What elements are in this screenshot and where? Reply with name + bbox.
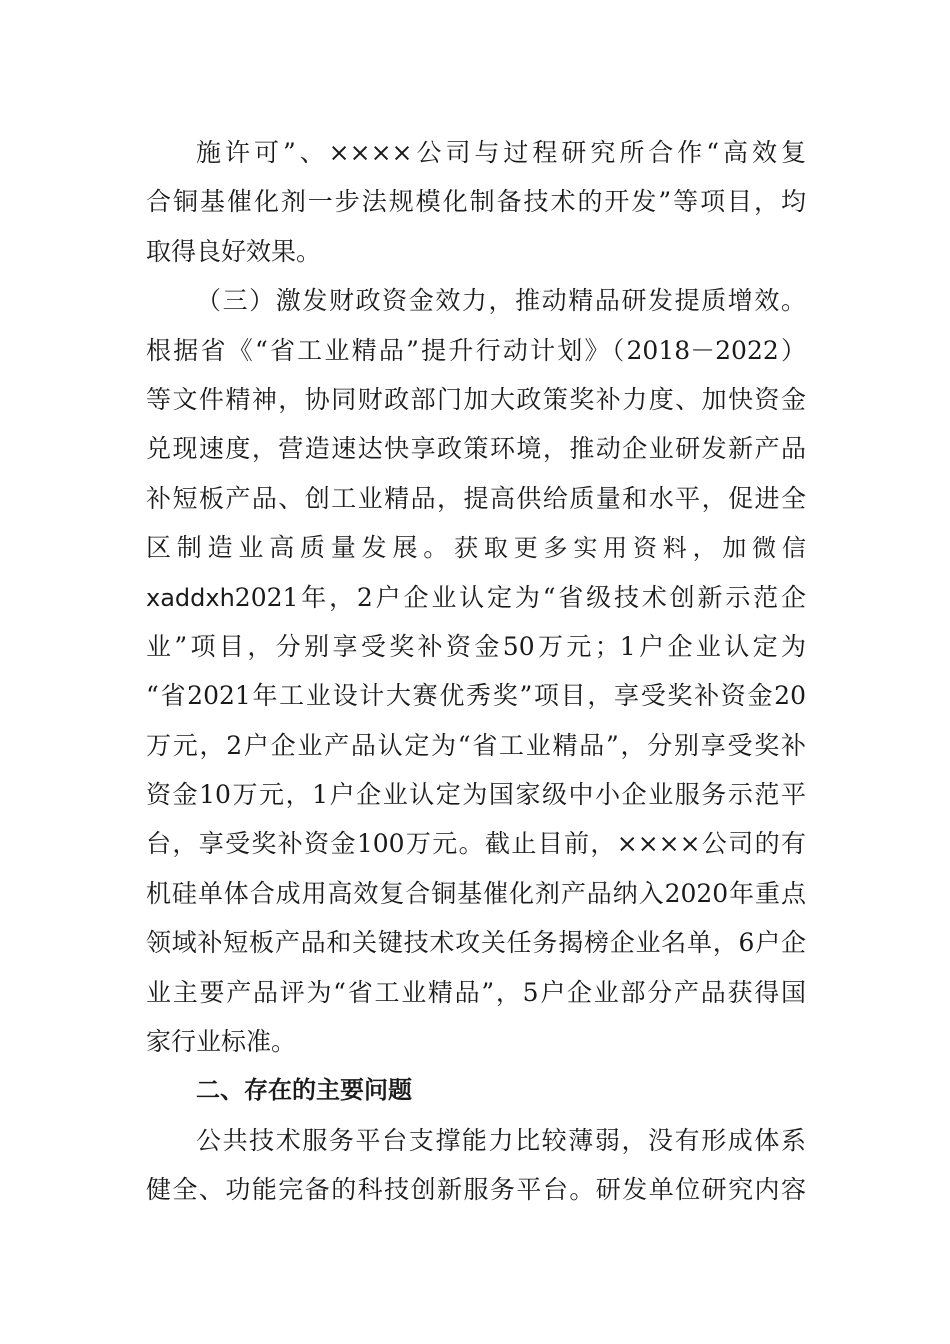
text-segment: 2021年，2户企业认定为“省级技术创新示范企 xyxy=(234,582,806,612)
paragraph-1 xyxy=(146,128,806,276)
paragraph-line: 领域补短板产品和关键技术攻关任务揭榜企业名单，6户企 xyxy=(146,928,806,958)
paragraph-3 xyxy=(146,1116,806,1215)
paragraph-line: 兑现速度，营造速达快享政策环境，推动企业研发新产品 xyxy=(146,434,806,464)
paragraph-line: 资金10万元，1户企业认定为国家级中小企业服务示范平 xyxy=(146,780,806,810)
paragraph-line: 等文件精神，协同财政部门加大政策奖补力度、加快资金 xyxy=(146,384,806,414)
paragraph-line: 机硅单体合成用高效复合铜基催化剂产品纳入2020年重点 xyxy=(146,878,806,908)
paragraph-line: “省2021年工业设计大赛优秀奖”项目，享受奖补资金20 xyxy=(146,681,806,711)
paragraph-line: 业主要产品评为“省工业精品”，5户企业部分产品获得国 xyxy=(146,977,806,1007)
paragraph-line: 健全、功能完备的科技创新服务平台。研发单位研究内容 xyxy=(146,1175,806,1205)
document-body xyxy=(146,128,806,1215)
text-segment: 区制造业高质量发展。 xyxy=(146,533,455,563)
paragraph-line: 合铜基催化剂一步法规模化制备技术的开发”等项目，均 xyxy=(146,187,806,217)
promo-wechat-id: xaddxh xyxy=(146,583,235,612)
paragraph-line: 台，享受奖补资金100万元。截止目前，××××公司的有 xyxy=(146,829,806,859)
paragraph-line: 根据省《“省工业精品”提升行动计划》（2018－2022） xyxy=(146,335,806,365)
paragraph-line: 取得良好效果。 xyxy=(146,236,322,266)
paragraph-line xyxy=(146,523,806,572)
paragraph-line: 施许可”、××××公司与过程研究所合作“高效复 xyxy=(196,138,806,167)
paragraph-2 xyxy=(146,276,806,1066)
paragraph-line: 万元，2户企业产品认定为“省工业精品”，分别享受奖补 xyxy=(146,730,806,760)
paragraph-line: 业”项目，分别享受奖补资金50万元；1户企业认定为 xyxy=(146,631,806,661)
paragraph-line: （三）激发财政资金效力，推动精品研发提质增效。 xyxy=(196,286,806,316)
promo-text: 获取更多实用资料，加微信 xyxy=(454,534,806,563)
paragraph-line: 家行业标准。 xyxy=(146,1027,297,1057)
paragraph-line xyxy=(146,573,806,622)
section-heading: 二、存在的主要问题 xyxy=(196,1076,412,1105)
paragraph-line: 公共技术服务平台支撑能力比较薄弱，没有形成体系 xyxy=(196,1125,806,1155)
paragraph-line: 补短板产品、创工业精品，提高供给质量和水平，促进全 xyxy=(146,483,806,513)
